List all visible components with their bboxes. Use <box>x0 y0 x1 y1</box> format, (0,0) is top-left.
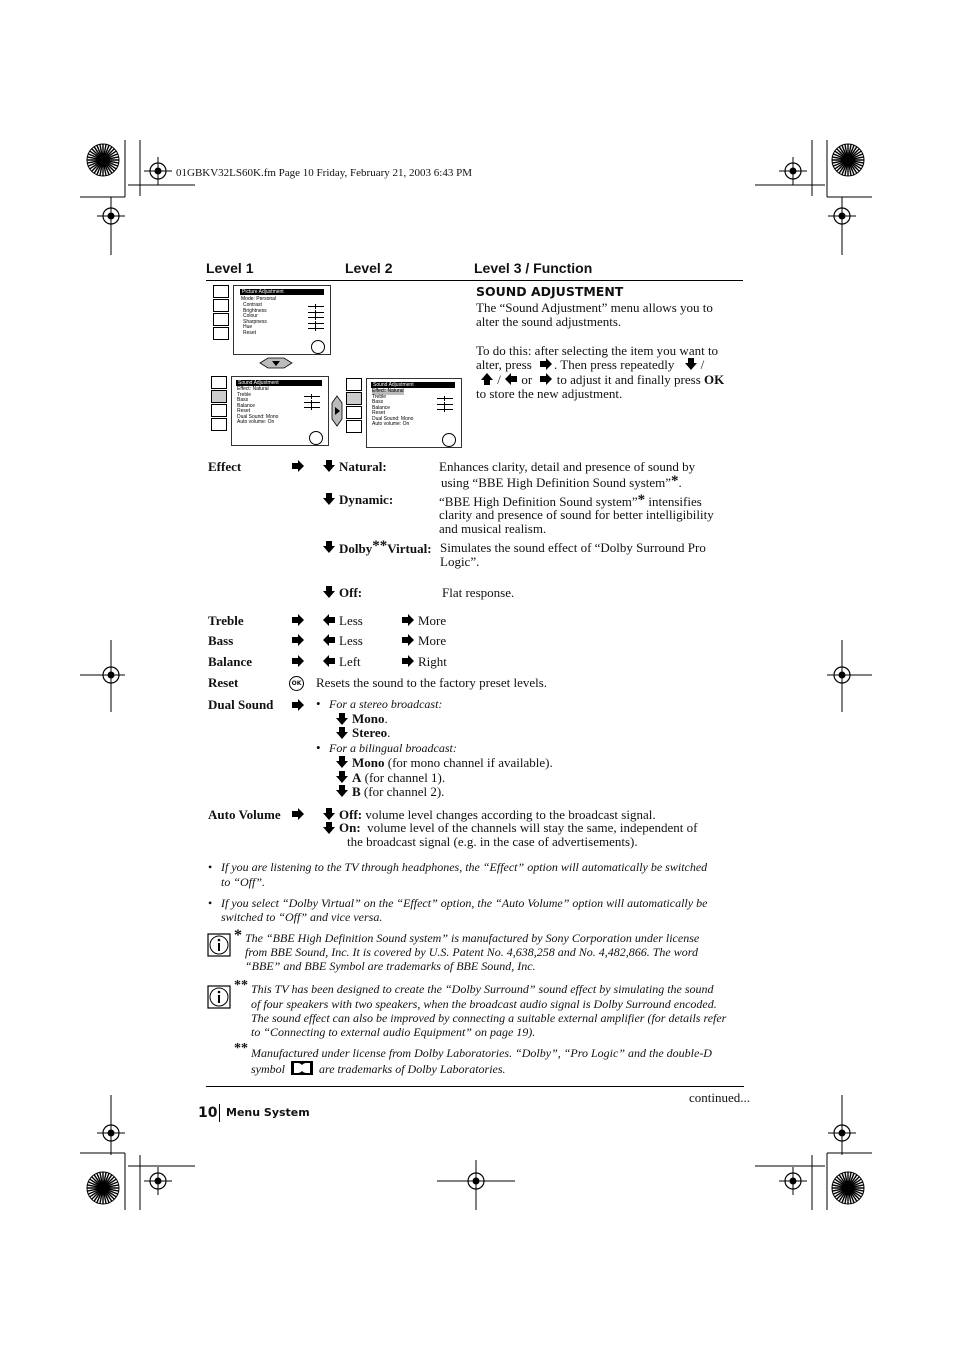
dual-mono: Mono. <box>352 711 388 726</box>
treble-less: Less <box>339 613 363 628</box>
menu-line: Dual Sound: Mono <box>372 415 414 422</box>
ok-icon <box>309 431 323 445</box>
slider-icon <box>437 404 453 405</box>
dual-sound-label: Dual Sound <box>208 697 274 712</box>
balance-left: Left <box>339 654 361 669</box>
menu-line: Bass <box>237 397 249 403</box>
column-header-level3: Level 3 / Function <box>474 260 593 276</box>
timer-icon <box>213 313 229 326</box>
slider-icon <box>308 323 324 324</box>
setup-icon <box>213 327 229 340</box>
note-dolby-2: switched to “Off” and vice versa. <box>221 910 383 924</box>
dual-mono2-note: (for mono channel if available). <box>387 755 553 770</box>
down-arrow-icon <box>335 713 349 725</box>
double-asterisk-mark: ** <box>234 978 248 993</box>
menu-line: Balance <box>372 404 391 411</box>
menu-line: Balance <box>237 402 256 409</box>
up-arrow-icon <box>480 373 494 385</box>
right-arrow-icon <box>291 634 305 646</box>
section-intro-2: alter the sound adjustments. <box>476 314 622 329</box>
bass-less: Less <box>339 633 363 648</box>
right-arrow-icon <box>401 634 415 646</box>
menu-line: Bass <box>372 399 384 405</box>
footnote-text: symbol <box>251 1062 285 1076</box>
page-number: 10 <box>198 1105 218 1121</box>
bass-more: More <box>418 633 447 648</box>
double-asterisk: ** <box>372 538 388 554</box>
file-header-line: 01GBKV32LS60K.fm Page 10 Friday, February 21, 2003 6:43 PM <box>176 167 472 179</box>
auto-off-text: volume level changes according to the broadcast signal. <box>365 807 656 822</box>
menu-line: Effect: Natural <box>237 386 269 392</box>
howto-text: alter, press <box>476 357 532 372</box>
howto-text: . Then press repeatedly <box>554 357 675 372</box>
menu-line: Colour <box>243 313 258 319</box>
column-header-level1: Level 1 <box>206 260 254 276</box>
section-howto-2 <box>476 357 704 372</box>
slider-icon <box>308 328 324 329</box>
asterisk: * <box>671 473 679 489</box>
effect-dolby-label <box>339 538 432 557</box>
dual-bilingual-mono <box>352 755 553 771</box>
continued-text: continued... <box>689 1090 751 1105</box>
slider-icon <box>308 312 324 313</box>
dual-b-text: B <box>352 784 361 799</box>
column-header-level2: Level 2 <box>345 260 393 276</box>
info-icon <box>207 933 231 957</box>
dual-stereo-heading: For a stereo broadcast: <box>329 697 443 711</box>
menu-line: Contrast <box>243 302 262 308</box>
info-icon <box>207 985 231 1009</box>
page-number-divider <box>219 1104 220 1122</box>
page-section-name: Menu System <box>226 1106 310 1119</box>
slider-icon <box>304 402 320 403</box>
ok-icon <box>311 340 325 354</box>
footnote-text: are trademarks of Dolby Laboratories. <box>319 1062 506 1076</box>
effect-dolby-text-1: Simulates the sound effect of “Dolby Surround Pro <box>440 540 706 555</box>
section-intro-1: The “Sound Adjustment” menu allows you to <box>476 300 713 315</box>
menu-title: Sound Adjustment <box>236 380 322 386</box>
setup-icon <box>346 420 362 433</box>
effect-natural-label: Natural: <box>339 459 387 474</box>
sound-icon <box>211 390 227 403</box>
left-arrow-icon <box>504 373 518 385</box>
slider-icon <box>308 317 324 318</box>
asterisk: * <box>637 492 646 508</box>
down-arrow-icon <box>322 541 336 553</box>
slider-icon <box>304 396 320 397</box>
timer-icon <box>211 404 227 417</box>
auto-on-label: On: <box>339 820 361 835</box>
section-title: SOUND ADJUSTMENT <box>476 284 624 299</box>
footnote-bbe-1: The “BBE High Definition Sound system” is manufactured by Sony Corporation under license <box>245 931 700 945</box>
footnote-license-2 <box>251 1061 506 1077</box>
slider-icon <box>437 398 453 399</box>
reset-text: Resets the sound to the factory preset levels. <box>316 675 548 690</box>
down-arrow-icon <box>322 460 336 472</box>
down-arrow-icon <box>335 727 349 739</box>
effect-text: using “BBE High Definition Sound system” <box>441 475 672 490</box>
right-arrow-icon <box>291 614 305 626</box>
right-arrow-icon <box>291 655 305 667</box>
ok-button-icon: OK <box>289 676 304 691</box>
effect-dolby-text-2: Logic”. <box>440 554 480 569</box>
menu-panel <box>366 378 462 448</box>
slider-icon <box>308 306 324 307</box>
double-asterisk-mark: ** <box>234 1041 248 1056</box>
menu-line: Treble <box>372 393 386 400</box>
effect-label: Effect <box>208 459 242 474</box>
footnote-bbe-3: “BBE” and BBE Symbol are trademarks of BBE Sound, Inc. <box>245 959 536 973</box>
dual-bilingual-b <box>352 784 444 800</box>
note-headphones-2: to “Off”. <box>221 875 266 889</box>
menu-line: Reset <box>237 408 251 414</box>
sound-icon <box>213 299 229 312</box>
menu-line: Brightness <box>243 307 267 314</box>
menu-line: Hue <box>243 324 253 330</box>
dual-b-note: (for channel 2). <box>363 784 445 799</box>
bullet: • <box>208 860 213 874</box>
down-arrow-icon <box>322 493 336 505</box>
effect-dynamic-text-2: clarity and presence of sound for better intelligibility <box>439 507 714 522</box>
tv-icon <box>346 378 362 391</box>
footnote-dolby-4: to “Connecting to external audio Equipment” on page 19). <box>251 1025 536 1039</box>
menu-line: Reset <box>243 329 257 336</box>
menu-title: Picture Adjustment <box>240 289 324 295</box>
section-howto-4: to store the new adjustment. <box>476 386 623 401</box>
asterisk-mark: * <box>234 927 242 944</box>
down-arrow-icon <box>684 358 698 370</box>
auto-off-label: Off: <box>339 807 363 822</box>
ok-icon <box>442 433 456 447</box>
right-arrow-icon <box>401 614 415 626</box>
auto-volume-label: Auto Volume <box>208 807 281 822</box>
down-arrow-icon <box>335 771 349 783</box>
footnote-dolby-3: The sound effect can also be improved by connecting a suitable external amplifier (for details refer <box>251 1011 727 1025</box>
howto-text: / <box>497 372 501 387</box>
down-nav-icon <box>258 356 294 370</box>
setup-icon <box>211 418 227 431</box>
ok-key-label: OK <box>704 372 725 387</box>
effect-label-part: Dolby <box>339 541 373 556</box>
menu-illustration-picture <box>213 285 331 355</box>
dual-a-note: (for channel 1). <box>364 770 446 785</box>
balance-right: Right <box>418 654 447 669</box>
menu-line: Treble <box>237 391 251 398</box>
menu-panel <box>233 285 331 355</box>
howto-text: or <box>521 372 533 387</box>
effect-natural-text-1: Enhances clarity, detail and presence of sound by <box>439 459 696 474</box>
effect-off-label: Off: <box>339 585 363 600</box>
down-arrow-icon <box>335 785 349 797</box>
down-arrow-icon <box>322 822 336 834</box>
bullet: • <box>316 696 321 711</box>
menu-line: Mode: Personal <box>241 296 277 302</box>
menu-panel <box>231 376 329 446</box>
footnote-license-1: Manufactured under license from Dolby Laboratories. “Dolby”, “Pro Logic” and the double-D <box>251 1046 712 1060</box>
dual-mono2-text: Mono <box>352 755 385 770</box>
header-rule <box>206 280 743 281</box>
right-arrow-icon <box>539 358 553 370</box>
sound-icon <box>346 392 362 405</box>
footnote-dolby-2: of four speakers with two speakers, when the broadcast audio signal is Dolby Surround encoded. <box>251 997 717 1011</box>
treble-label: Treble <box>208 613 244 628</box>
effect-dynamic-text-3: and musical realism. <box>439 521 547 536</box>
effect-natural-text-2: using “BBE High Definition Sound system”*. <box>441 473 682 490</box>
down-arrow-icon <box>322 808 336 820</box>
bass-label: Bass <box>208 633 234 648</box>
auto-volume-on-2: the broadcast signal (e.g. in the case of advertisements). <box>347 834 638 849</box>
slider-icon <box>304 407 320 408</box>
section-howto-3 <box>480 372 724 387</box>
dual-bilingual-heading: For a bilingual broadcast: <box>329 741 457 755</box>
dual-stereo: Stereo. <box>352 725 391 740</box>
howto-text: / <box>700 357 705 372</box>
right-arrow-icon <box>401 655 415 667</box>
down-arrow-icon <box>322 586 336 598</box>
left-arrow-icon <box>322 614 336 626</box>
tv-icon <box>211 376 227 389</box>
right-arrow-icon <box>291 699 305 711</box>
section-howto-1: To do this: after selecting the item you want to <box>476 343 719 358</box>
bullet: • <box>316 740 321 755</box>
dual-mono-text: Mono <box>352 711 385 726</box>
reset-label: Reset <box>208 675 239 690</box>
right-nav-icon <box>330 395 344 427</box>
down-arrow-icon <box>335 756 349 768</box>
note-headphones-1: If you are listening to the TV through headphones, the “Effect” option will automatically be switched <box>221 860 708 874</box>
effect-off-text: Flat response. <box>442 585 515 600</box>
effect-text: “BBE High Definition Sound system” <box>439 494 638 509</box>
left-arrow-icon <box>322 634 336 646</box>
menu-line: Auto volume: On <box>237 419 275 425</box>
menu-line: Auto volume: On <box>372 421 410 427</box>
effect-label-part: Virtual: <box>387 541 432 556</box>
right-arrow-icon <box>291 808 305 820</box>
footnote-dolby-1: This TV has been designed to create the “Dolby Surround” sound effect by simulating the sound <box>251 982 714 996</box>
timer-icon <box>346 406 362 419</box>
bullet: • <box>208 896 213 910</box>
menu-line: Dual Sound: Mono <box>237 413 279 420</box>
left-arrow-icon <box>322 655 336 667</box>
treble-more: More <box>418 613 447 628</box>
effect-text: intensifies <box>648 494 702 509</box>
effect-dynamic-label: Dynamic: <box>339 492 394 507</box>
menu-line: Sharpness <box>243 318 267 325</box>
balance-label: Balance <box>208 654 253 669</box>
menu-line: Reset <box>372 410 386 416</box>
menu-illustration-sound-selected <box>346 378 464 448</box>
dolby-double-d-logo <box>291 1061 313 1075</box>
dual-a-text: A <box>352 770 362 785</box>
footer-rule <box>206 1086 744 1087</box>
dual-stereo-text: Stereo <box>352 725 388 740</box>
auto-on-text: volume level of the channels will stay the same, independent of <box>367 820 698 835</box>
right-arrow-icon <box>539 373 553 385</box>
slider-icon <box>437 409 453 410</box>
right-arrow-icon <box>291 460 305 472</box>
howto-text: to adjust it and finally press <box>556 372 701 387</box>
menu-illustration-sound <box>211 376 329 446</box>
menu-title: Sound Adjustment <box>371 382 455 388</box>
menu-line-selected: Effect: Natural <box>372 388 404 394</box>
tv-icon <box>213 285 229 298</box>
footnote-bbe-2: from BBE Sound, Inc. It is covered by U.S. Patent No. 4,638,258 and No. 4,482,866. The word <box>245 945 698 959</box>
note-dolby-1: If you select “Dolby Virtual” on the “Effect” option, the “Auto Volume” option will automatically be <box>221 896 708 910</box>
